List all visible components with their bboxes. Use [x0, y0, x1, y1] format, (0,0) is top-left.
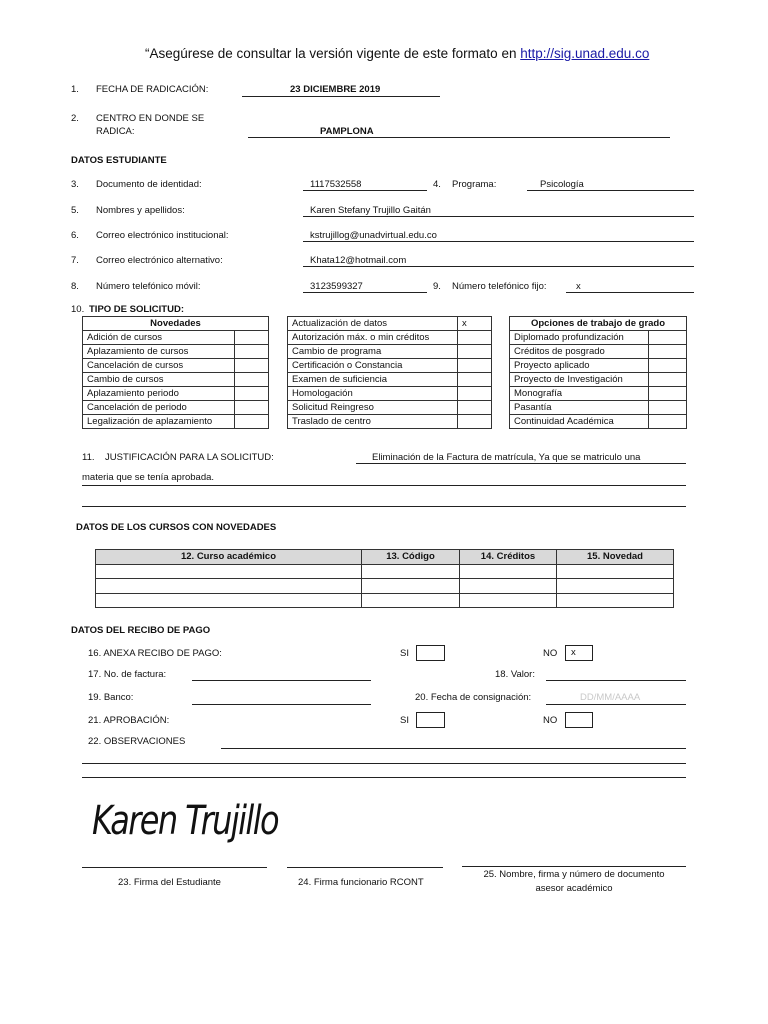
- programa-value[interactable]: Psicología: [540, 179, 584, 190]
- cell-input[interactable]: [96, 593, 362, 608]
- cursos-table: [95, 549, 674, 608]
- field-8-number: 8.: [71, 281, 79, 292]
- cell-input[interactable]: [557, 593, 674, 608]
- novedad-checkbox[interactable]: [235, 345, 269, 359]
- field-11-number: 11.: [82, 452, 95, 463]
- firma-asesor-label-2: asesor académico: [535, 883, 613, 894]
- otra-label: Solicitud Reingreso: [288, 401, 458, 415]
- novedad-label: Legalización de aplazamiento: [83, 415, 235, 429]
- sig-link[interactable]: http://sig.unad.edu.co: [520, 46, 650, 61]
- observaciones-line-1[interactable]: [221, 748, 686, 749]
- otra-checkbox[interactable]: x: [458, 317, 492, 331]
- fecha-consignacion-label: 20. Fecha de consignación:: [415, 692, 532, 703]
- field-5-number: 5.: [71, 205, 79, 216]
- anexa-recibo-label: 16. ANEXA RECIBO DE PAGO:: [88, 648, 222, 659]
- novedad-label: Adición de cursos: [83, 331, 235, 345]
- cell-input[interactable]: [557, 564, 674, 579]
- novedades-table: [82, 316, 269, 429]
- otra-label: Traslado de centro: [288, 415, 458, 429]
- novedad-checkbox[interactable]: [235, 415, 269, 429]
- otra-label: Examen de suficiencia: [288, 373, 458, 387]
- col-codigo: 13. Código: [362, 550, 460, 565]
- aprobacion-si-checkbox[interactable]: [416, 712, 445, 728]
- grado-label: Diplomado profundización: [510, 331, 649, 345]
- novedad-label: Cancelación de periodo: [83, 401, 235, 415]
- trabajo-grado-header: Opciones de trabajo de grado: [510, 317, 687, 331]
- novedad-label: Cancelación de cursos: [83, 359, 235, 373]
- header-text: “Asegúrese de consultar la versión vigente de este formato en: [145, 46, 517, 61]
- novedad-checkbox[interactable]: [235, 331, 269, 345]
- firma-estudiante-label: 23. Firma del Estudiante: [118, 877, 221, 888]
- section-recibo-pago: DATOS DEL RECIBO DE PAGO: [71, 625, 211, 636]
- justificacion-underline-2: [82, 485, 686, 486]
- firma-asesor-label-1: 25. Nombre, firma y número de documento: [483, 869, 665, 880]
- field-1-number: 1.: [71, 84, 79, 95]
- anexa-si-checkbox[interactable]: [416, 645, 445, 661]
- fijo-line: [566, 292, 694, 293]
- otra-checkbox[interactable]: [458, 401, 492, 415]
- fecha-consignacion-placeholder[interactable]: DD/MM/AAAA: [580, 692, 641, 703]
- page-header: [145, 46, 649, 61]
- section-cursos-novedades: DATOS DE LOS CURSOS CON NOVEDADES: [76, 522, 277, 533]
- grado-checkbox[interactable]: [649, 415, 687, 429]
- grado-label: Proyecto aplicado: [510, 359, 649, 373]
- grado-checkbox[interactable]: [649, 373, 687, 387]
- anexa-no-label: NO: [543, 648, 558, 659]
- col-creditos: 14. Créditos: [460, 550, 557, 565]
- field-2-label-1: CENTRO EN DONDE SE: [96, 113, 205, 124]
- cell-input[interactable]: [557, 579, 674, 594]
- field-1-label: FECHA DE RADICACIÓN:: [96, 84, 209, 95]
- novedad-label: Aplazamiento de cursos: [83, 345, 235, 359]
- table-row: [96, 579, 674, 594]
- observaciones-label: 22. OBSERVACIONES: [88, 736, 186, 747]
- justificacion-line-1[interactable]: Eliminación de la Factura de matrícula, Ya que se matriculo una: [372, 452, 641, 463]
- movil-value[interactable]: 3123599327: [310, 281, 363, 292]
- field-5-label: Nombres y apellidos:: [96, 205, 185, 216]
- novedades-header: Novedades: [83, 317, 269, 331]
- grado-label: Créditos de posgrado: [510, 345, 649, 359]
- novedad-label: Cambio de cursos: [83, 373, 235, 387]
- aprobacion-no-checkbox[interactable]: [565, 712, 593, 728]
- firma-rcont-label: 24. Firma funcionario RCONT: [298, 877, 424, 888]
- aprobacion-si-label: SI: [400, 715, 409, 726]
- novedad-checkbox[interactable]: [235, 401, 269, 415]
- field-2-label-2: RADICA:: [96, 126, 135, 137]
- col-curso-academico: 12. Curso académico: [96, 550, 362, 565]
- anexa-no-checkbox[interactable]: [565, 645, 593, 661]
- otra-checkbox[interactable]: [458, 387, 492, 401]
- cell-input[interactable]: [460, 564, 557, 579]
- programa-line: [527, 190, 694, 191]
- otra-label: Actualización de datos: [288, 317, 458, 331]
- factura-label: 17. No. de factura:: [88, 669, 167, 680]
- centro-line: [248, 137, 670, 138]
- correo-alternativo-line: [303, 266, 694, 267]
- valor-field[interactable]: [546, 680, 686, 681]
- otra-checkbox[interactable]: [458, 345, 492, 359]
- justificacion-line-2[interactable]: materia que se tenía aprobada.: [82, 472, 215, 483]
- table-row: [96, 593, 674, 608]
- justificacion-underline-1: [356, 463, 686, 464]
- table-row: [96, 564, 674, 579]
- grado-checkbox[interactable]: [649, 345, 687, 359]
- nombres-line: [303, 216, 694, 217]
- movil-line: [303, 292, 427, 293]
- cell-input[interactable]: [460, 579, 557, 594]
- field-4-number: 4.: [433, 179, 441, 190]
- centro-value[interactable]: PAMPLONA: [320, 126, 374, 137]
- field-8-label: Número telefónico móvil:: [96, 281, 201, 292]
- trabajo-grado-table: [509, 316, 687, 429]
- banco-label: 19. Banco:: [88, 692, 134, 703]
- cell-input[interactable]: [96, 564, 362, 579]
- grado-checkbox[interactable]: [649, 331, 687, 345]
- otra-checkbox[interactable]: [458, 415, 492, 429]
- otra-label: Cambio de programa: [288, 345, 458, 359]
- field-6-number: 6.: [71, 230, 79, 241]
- grado-label: Pasantía: [510, 401, 649, 415]
- firma-rcont-line: [287, 867, 443, 868]
- valor-label: 18. Valor:: [495, 669, 535, 680]
- otra-label: Autorización máx. o min créditos: [288, 331, 458, 345]
- cell-input[interactable]: [362, 579, 460, 594]
- otra-label: Homologación: [288, 387, 458, 401]
- factura-field[interactable]: [192, 680, 371, 681]
- cell-input[interactable]: [362, 593, 460, 608]
- field-9-number: 9.: [433, 281, 441, 292]
- otra-label: Certificación o Constancia: [288, 359, 458, 373]
- documento-line: [303, 190, 427, 191]
- otra-checkbox[interactable]: [458, 359, 492, 373]
- nombres-value[interactable]: Karen Stefany Trujillo Gaitán: [310, 205, 431, 216]
- otras-solicitudes-table: [287, 316, 492, 429]
- firma-asesor-line: [462, 866, 686, 867]
- field-10-label: TIPO DE SOLICITUD:: [89, 304, 184, 315]
- field-2-number: 2.: [71, 113, 79, 124]
- field-7-number: 7.: [71, 255, 79, 266]
- grado-checkbox[interactable]: [649, 359, 687, 373]
- firma-estudiante-line: [82, 867, 267, 868]
- correo-institucional-value[interactable]: kstrujillog@unadvirtual.edu.co: [310, 230, 437, 241]
- col-novedad: 15. Novedad: [557, 550, 674, 565]
- aprobacion-label: 21. APROBACIÓN:: [88, 715, 170, 726]
- fecha-radicacion-line: [242, 96, 440, 97]
- justificacion-underline-3: [82, 506, 686, 507]
- field-3-number: 3.: [71, 179, 79, 190]
- documento-value[interactable]: 1117532558: [310, 179, 362, 190]
- fecha-radicacion-value[interactable]: 23 DICIEMBRE 2019: [290, 84, 381, 95]
- field-11-label: JUSTIFICACIÓN PARA LA SOLICITUD:: [105, 452, 274, 463]
- cell-input[interactable]: [460, 593, 557, 608]
- anexa-si-label: SI: [400, 648, 409, 659]
- grado-label: Continuidad Académica: [510, 415, 649, 429]
- grado-checkbox[interactable]: [649, 387, 687, 401]
- field-3-label: Documento de identidad:: [96, 179, 202, 190]
- banco-field[interactable]: [192, 704, 371, 705]
- aprobacion-no-label: NO: [543, 715, 558, 726]
- field-6-label: Correo electrónico institucional:: [96, 230, 229, 241]
- anexa-no-mark: x: [571, 647, 576, 658]
- fijo-value[interactable]: x: [576, 281, 581, 292]
- cell-input[interactable]: [362, 564, 460, 579]
- novedad-label: Aplazamiento periodo: [83, 387, 235, 401]
- student-signature: Karen Trujillo: [92, 798, 278, 844]
- grado-label: Proyecto de Investigación: [510, 373, 649, 387]
- novedad-checkbox[interactable]: [235, 373, 269, 387]
- field-7-label: Correo electrónico alternativo:: [96, 255, 223, 266]
- grado-label: Monografía: [510, 387, 649, 401]
- novedad-checkbox[interactable]: [235, 359, 269, 373]
- observaciones-line-2[interactable]: [82, 763, 686, 764]
- section-datos-estudiante: DATOS ESTUDIANTE: [71, 155, 167, 166]
- field-4-label: Programa:: [452, 179, 497, 190]
- fecha-consignacion-line: [546, 704, 686, 705]
- otra-checkbox[interactable]: [458, 331, 492, 345]
- field-9-label: Número telefónico fijo:: [452, 281, 547, 292]
- grado-checkbox[interactable]: [649, 401, 687, 415]
- observaciones-line-3[interactable]: [82, 777, 686, 778]
- field-10-number: 10.: [71, 304, 85, 315]
- cell-input[interactable]: [96, 579, 362, 594]
- correo-alternativo-value[interactable]: Khata12@hotmail.com: [310, 255, 407, 266]
- novedad-checkbox[interactable]: [235, 387, 269, 401]
- correo-institucional-line: [303, 241, 694, 242]
- otra-checkbox[interactable]: [458, 373, 492, 387]
